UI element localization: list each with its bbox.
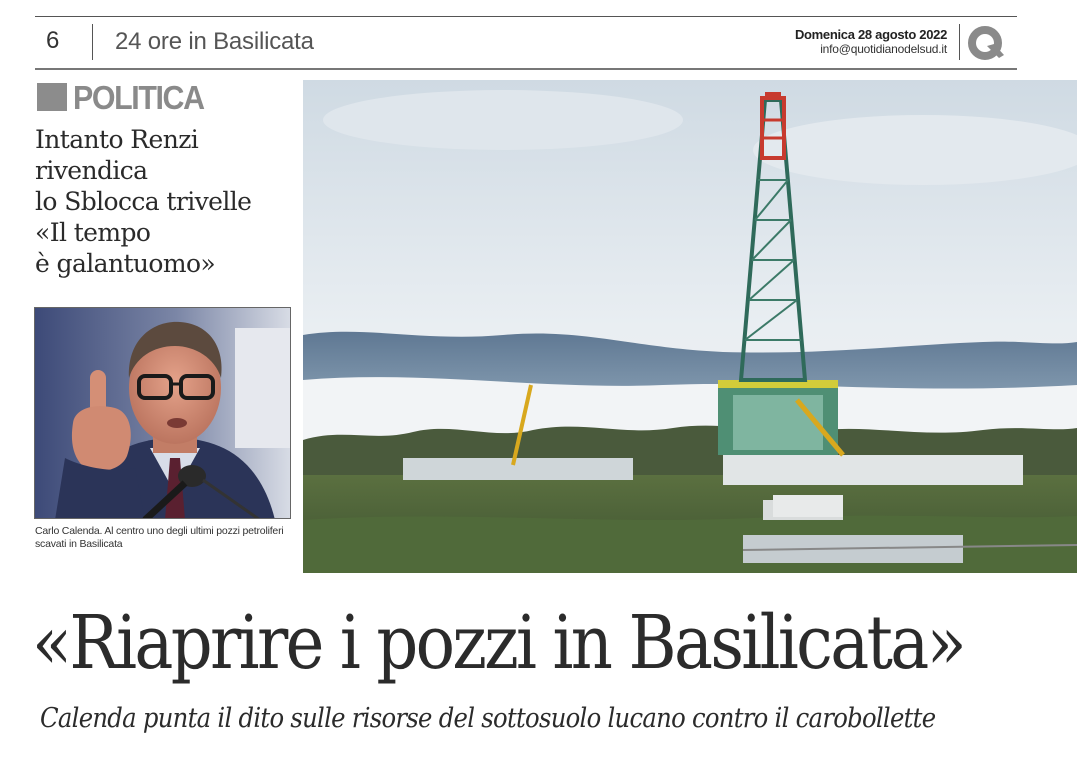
section-title: 24 ore in Basilicata [115,28,314,55]
kicker-line: Intanto Renzi [35,125,199,154]
logo-divider [959,24,960,60]
section-marker-square [37,83,67,111]
main-headline: «Riaprire i pozzi in Basilicata» [32,600,965,686]
issue-date: Domenica 28 agosto 2022 [794,27,947,42]
kicker-line: è galantuomo» [35,249,216,278]
sub-headline: Calenda punta il dito sulle risorse del sottosuolo lucano contro il carobollette [40,703,936,734]
portrait-photo [34,307,291,519]
kicker-line: rivendica [35,156,148,185]
newspaper-logo-icon [967,25,1005,61]
header-divider [92,24,93,60]
oil-rig-illustration [303,80,1077,573]
photo-caption: Carlo Calenda. Al centro uno degli ultimi pozzi petroliferi scavati in Basilicata [35,525,284,550]
kicker-line: «Il tempo [35,218,151,247]
header-top-rule [35,16,1017,17]
contact-email[interactable]: info@quotidianodelsud.it [820,42,947,56]
kicker-headline [35,124,285,279]
portrait-illustration [35,308,291,519]
page-number: 6 [46,27,60,54]
main-photo-oil-rig [303,80,1077,573]
kicker-line: lo Sblocca trivelle [35,187,252,216]
header-bottom-rule [35,68,1017,70]
section-label: POLITICA [73,79,204,116]
